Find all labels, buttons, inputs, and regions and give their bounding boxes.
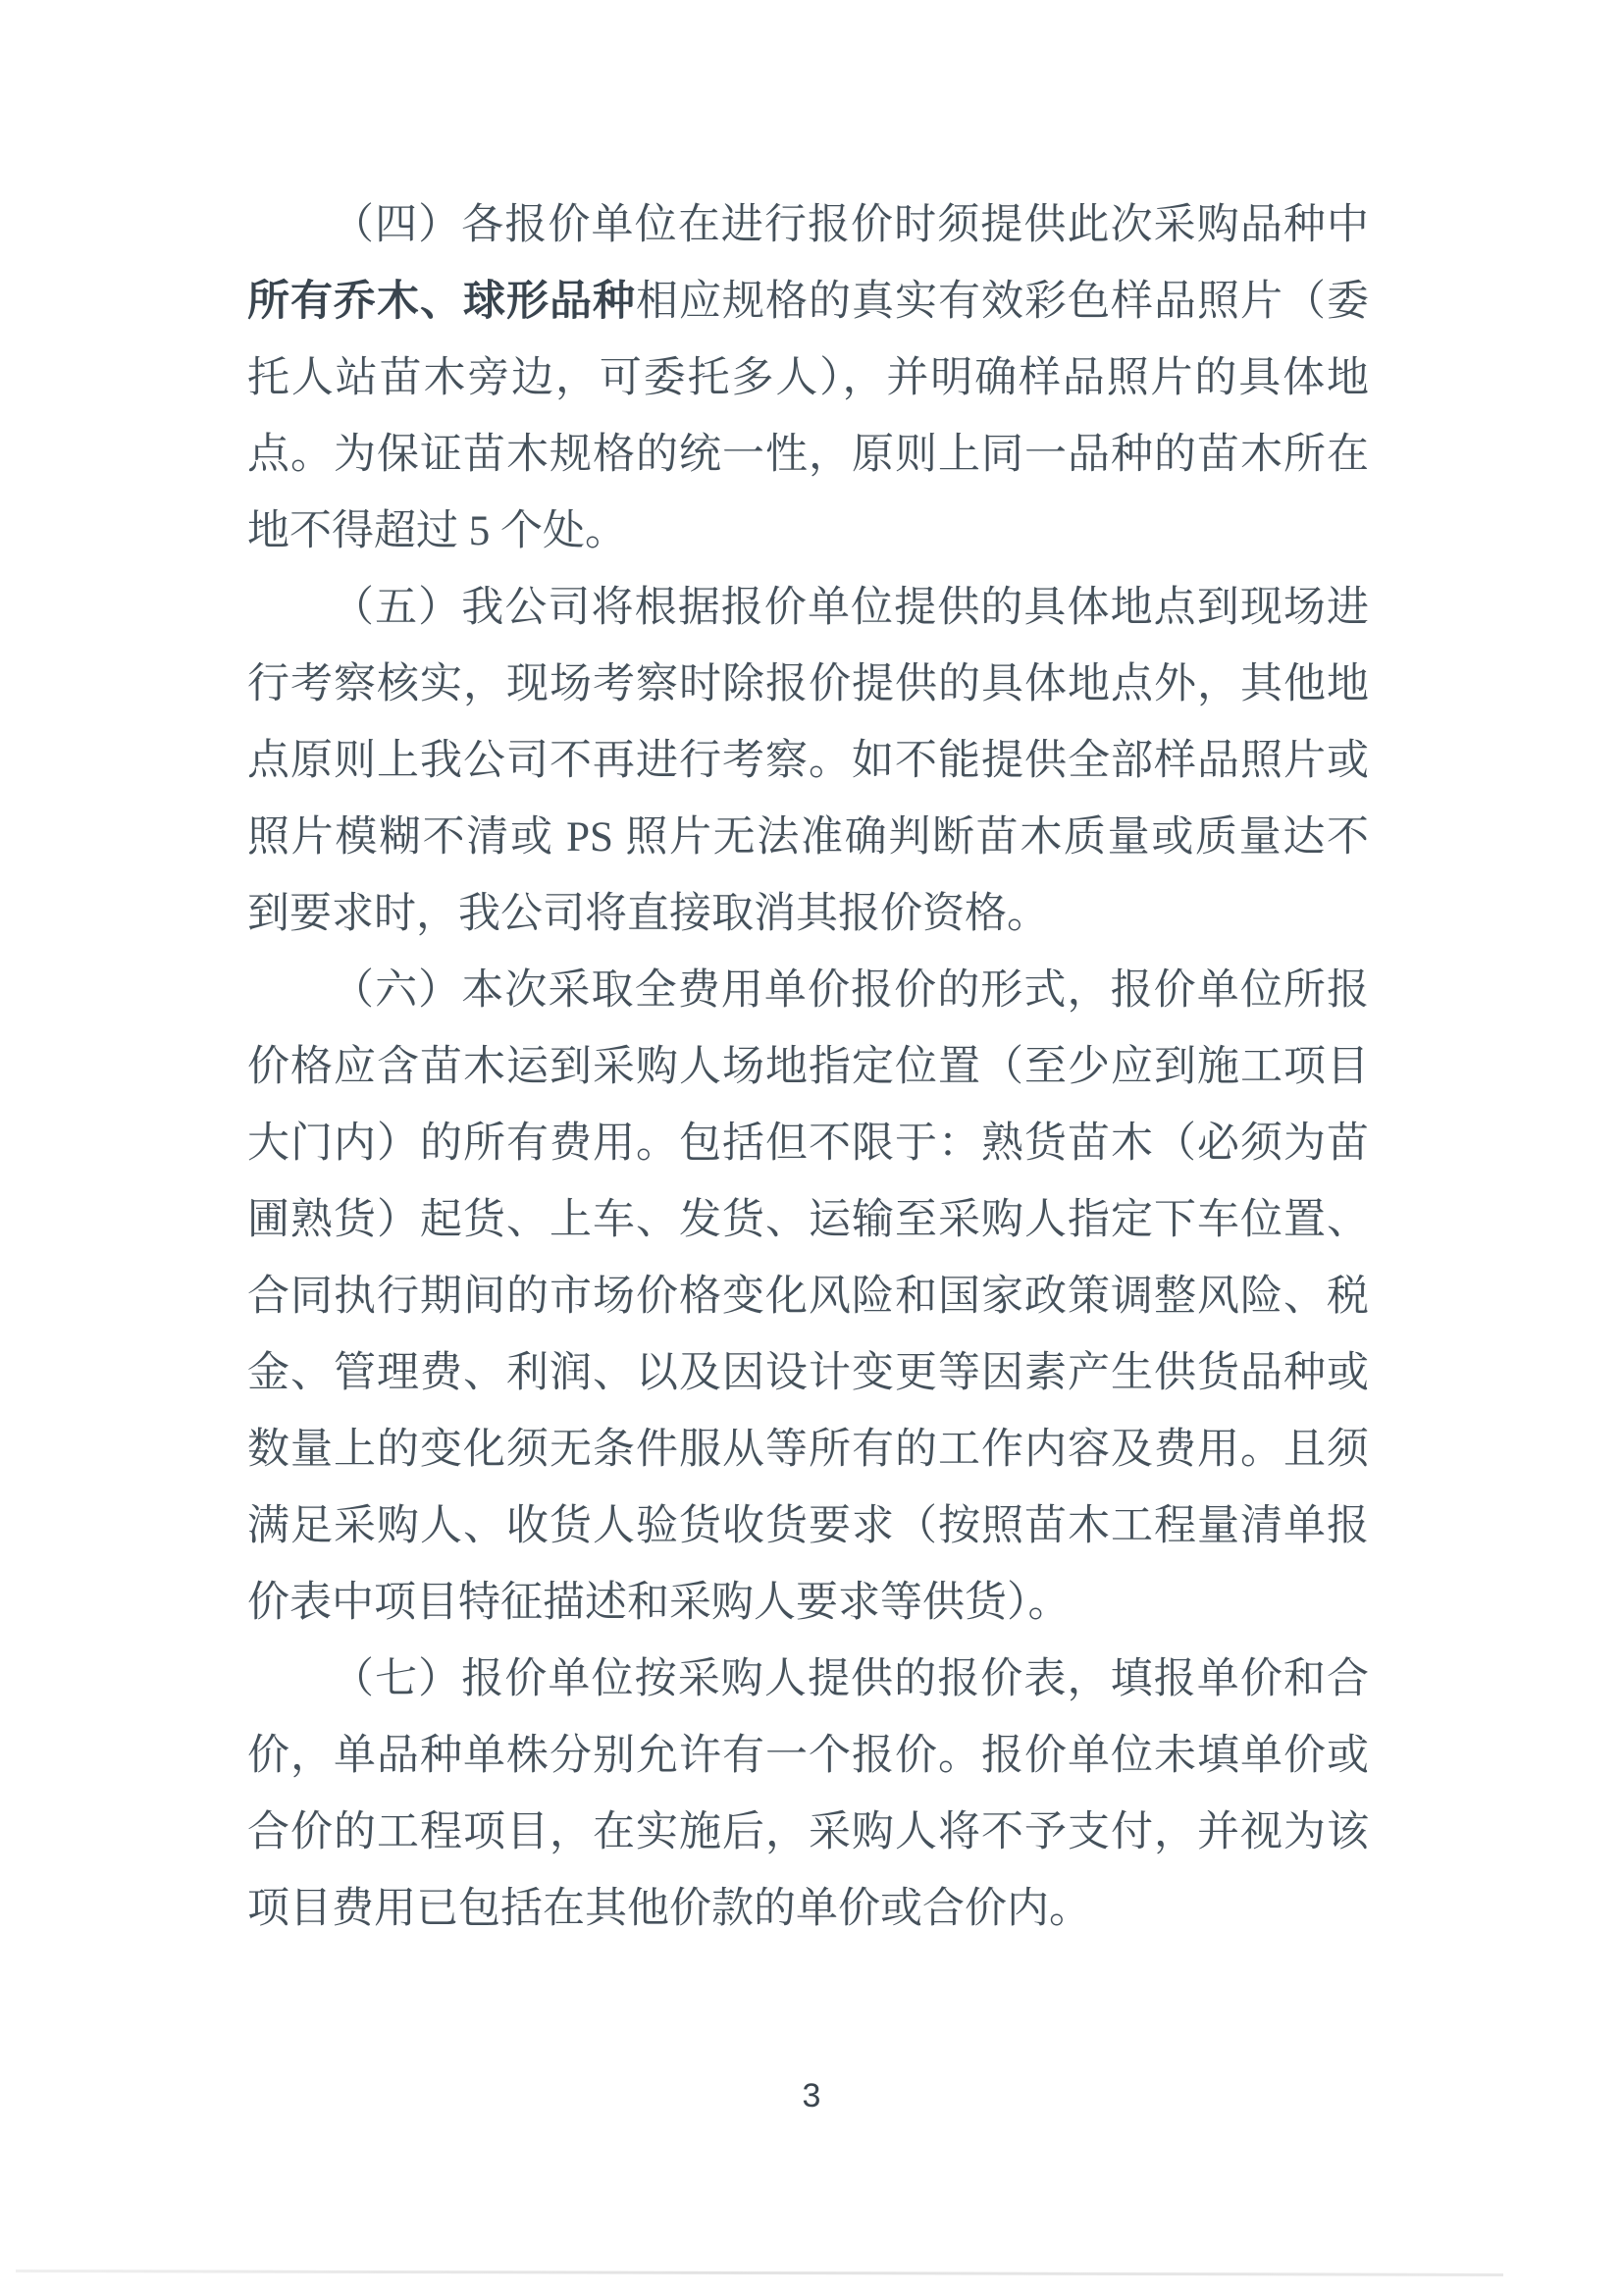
paragraph-4-start-line: （四）各报价单位在进行报价时须提供此次采购品种中	[332, 202, 1369, 248]
text-line: 合同执行期间的市场价格变化风险和国家政策调整风险、税	[247, 1274, 1369, 1320]
text-line: 金、管理费、利润、以及因设计变更等因素产生供货品种或	[247, 1350, 1369, 1396]
paragraph-6-end-line: 价表中项目特征描述和采购人要求等供货）。	[247, 1580, 1071, 1626]
paragraph-4-end-line: 地不得超过 5 个处。	[247, 508, 627, 554]
text-line: 点。为保证苗木规格的统一性，原则上同一品种的苗木所在	[247, 432, 1369, 478]
text-line	[247, 264, 1369, 340]
paragraph-7-end-line: 项目费用已包括在其他价款的单价或合价内。	[247, 1886, 1091, 1932]
document-body	[247, 187, 1369, 1948]
text-line: 行考察核实，现场考察时除报价提供的具体地点外，其他地	[247, 661, 1369, 707]
text-line: 满足采购人、收货人验货收货要求（按照苗木工程量清单报	[247, 1503, 1369, 1549]
paragraph-7-start-line: （七）报价单位按采购人提供的报价表，填报单价和合	[332, 1656, 1369, 1702]
paragraph-6-start-line: （六）本次采取全费用单价报价的形式，报价单位所报	[332, 967, 1369, 1014]
text-line: 点原则上我公司不再进行考察。如不能提供全部样品照片或	[247, 738, 1369, 784]
page-number: 3	[802, 2077, 821, 2114]
text-line: 照片模糊不清或 PS 照片无法准确判断苗木质量或质量达不	[247, 814, 1369, 861]
text-line: 合价的工程项目，在实施后，采购人将不予支付，并视为该	[247, 1809, 1369, 1855]
text-line: 圃熟货）起货、上车、发货、运输至采购人指定下车位置、	[247, 1197, 1369, 1243]
text-line: 数量上的变化须无条件服从等所有的工作内容及费用。且须	[247, 1427, 1369, 1473]
paragraph-5-end-line: 到要求时，我公司将直接取消其报价资格。	[247, 891, 1049, 937]
bold-emphasis-text: 所有乔木、球形品种	[247, 279, 636, 325]
text-line: 价格应含苗木运到采购人场地指定位置（至少应到施工项目	[247, 1044, 1369, 1090]
scan-artifact-line	[16, 2270, 1503, 2276]
text-line: 托人站苗木旁边，可委托多人），并明确样品照片的具体地	[247, 355, 1369, 401]
text-line: 大门内）的所有费用。包括但不限于：熟货苗木（必须为苗	[247, 1121, 1369, 1167]
text-run: 相应规格的真实有效彩色样品照片（委	[636, 279, 1369, 325]
text-line: 价，单品种单株分别允许有一个报价。报价单位未填单价或	[247, 1733, 1369, 1779]
paragraph-5-start-line: （五）我公司将根据报价单位提供的具体地点到现场进	[332, 585, 1369, 631]
